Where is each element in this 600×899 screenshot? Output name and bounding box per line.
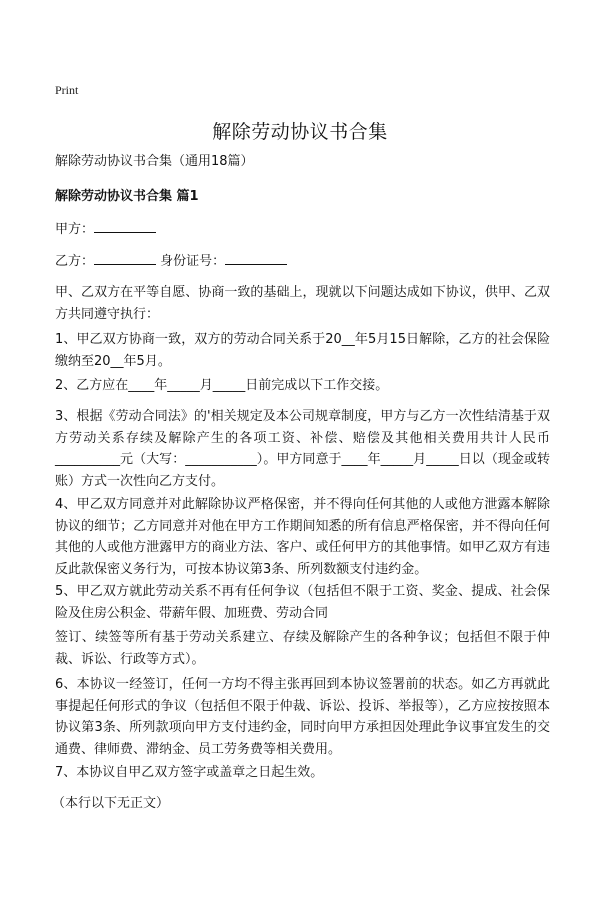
clause-3: 3、根据《劳动合同法》的'相关规定及本公司规章制度，甲方与乙方一次性结清基于双方劳动关系存续及解除产生的各项工资、补偿、赔偿及其他相关费用共计人民币__________元（大写：___________）。甲方同意于____年_____月_____日以（现金或转账）方式一次性向乙方支付。 — [55, 409, 550, 489]
party-a-label: 甲方： — [55, 222, 95, 237]
clause-7: 7、本协议自甲乙双方签字或盖章之日起生效。 — [55, 765, 324, 780]
clause-6: 6、本协议一经签订，任何一方均不得主张再回到本协议签署前的状态。如乙方再就此事提起任何形式的争议（包括但不限于仲裁、诉讼、投诉、举报等），乙方应按按照本协议第3条、所列款项向甲方支付违约金，同时向甲方承担因处理此争议事宜发生的交通费、律师费、滞纳金、员工劳务费等相关费用。 — [55, 677, 550, 757]
clause-1: 1、甲乙双方协商一致，双方的劳动合同关系于20__年5月15日解除，乙方的社会保险缴纳至20__年5月。 — [55, 332, 550, 369]
party-a-line — [55, 218, 550, 240]
section-heading: 解除劳动协议书合集 篇1 — [55, 189, 199, 204]
clause-5b: 签订、续签等所有基于劳动关系建立、存续及解除产生的各种争议；包括但不限于仲裁、诉讼、行政等方式）。 — [55, 630, 550, 667]
party-b-line — [55, 250, 550, 272]
intro-paragraph: 甲、乙双方在平等自愿、协商一致的基础上，现就以下问题达成如下协议，供甲、乙双方共同遵守执行： — [55, 285, 550, 322]
clause-4: 4、甲乙双方同意并对此解除协议严格保密，并不得向任何其他的人或他方泄露本解除协议的细节；乙方同意并对他在甲方工作期间知悉的所有信息严格保密，并不得向任何其他的人或他方泄露甲方的商业方法、客户、或任何甲方的其他事情。如甲乙双方有违反此款保密义务行为，可按本协议第3条、所列数额支付违约金。 — [55, 497, 550, 577]
id-blank — [225, 250, 287, 265]
print-label[interactable]: Print — [55, 83, 79, 97]
id-label: 身份证号： — [160, 254, 226, 269]
clause-2: 2、乙方应在____年_____月_____日前完成以下工作交接。 — [55, 378, 389, 393]
party-a-blank — [94, 218, 156, 233]
document-title: 解除劳动协议书合集 — [212, 121, 388, 143]
clause-5a: 5、甲乙双方就此劳动关系不再有任何争议（包括但不限于工资、奖金、提成、社会保险及住房公积金、带薪年假、加班费、劳动合同 — [55, 584, 550, 621]
closing-note: （本行以下无正文） — [52, 796, 170, 811]
party-b-label: 乙方： — [55, 254, 95, 269]
document-subtitle: 解除劳动协议书合集（通用18篇） — [55, 154, 254, 169]
party-b-blank — [94, 250, 156, 265]
